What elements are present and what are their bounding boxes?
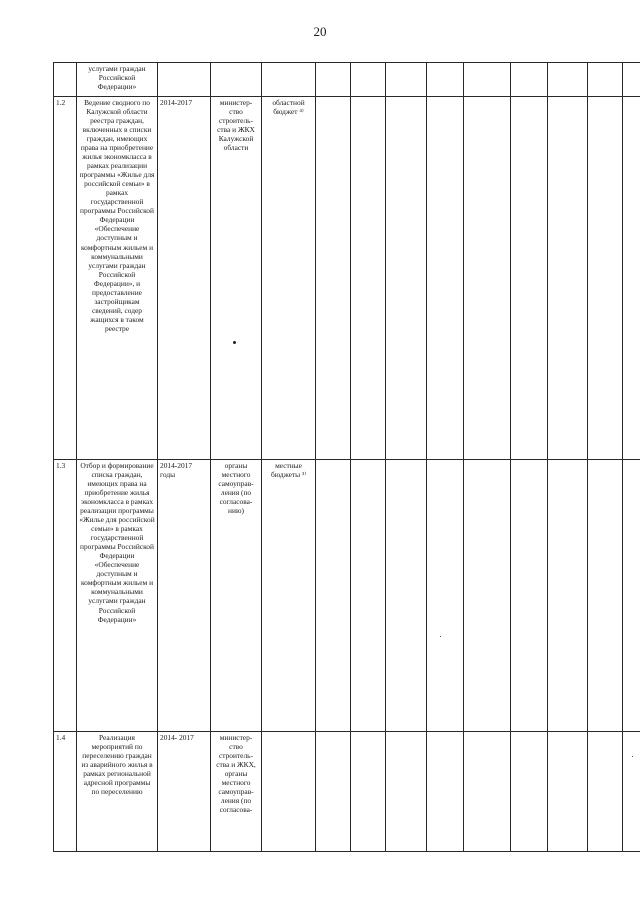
empty-cell — [623, 97, 640, 460]
empty-cell — [386, 97, 427, 460]
empty-cell — [511, 97, 548, 460]
funding-source-cell — [262, 732, 316, 852]
measure-name: услугами граждан Российской Федерации» — [77, 63, 158, 97]
scan-speck — [440, 636, 441, 637]
measure-name: Отбор и формирование списка граждан, имеющих права на приобретение жилья экономкласса в рамках реализации программы «Жилье для российской семьи» в рамках государственной программы Российской Федерации «Обеспечение доступным и комфортным жильем и коммунальными услугами граждан Российской Федерации» — [77, 460, 158, 732]
empty-cell — [511, 732, 548, 852]
table-row — [54, 97, 640, 460]
empty-cell — [386, 460, 427, 732]
empty-cell — [351, 460, 386, 732]
empty-cell — [351, 97, 386, 460]
executor-cell: органы местного самоуправ-ления (по согласова-нию) — [211, 460, 262, 732]
empty-cell — [511, 63, 548, 97]
executor-cell: министер-ство строитель-ства и ЖКХ, органы местного самоуправ-ления (по согласова- — [211, 732, 262, 852]
row-number: 1.2 — [54, 97, 77, 460]
empty-cell — [464, 732, 511, 852]
page-number: 20 — [313, 24, 327, 39]
empty-cell — [427, 732, 464, 852]
empty-cell — [623, 732, 640, 852]
funding-source-cell: областной бюджет ⁴⁾ — [262, 97, 316, 460]
empty-cell — [427, 63, 464, 97]
empty-cell — [548, 63, 588, 97]
empty-cell — [316, 97, 351, 460]
empty-cell — [588, 732, 623, 852]
scan-speck — [233, 341, 236, 344]
scan-speck — [632, 756, 633, 757]
empty-cell — [548, 460, 588, 732]
empty-cell — [588, 97, 623, 460]
table-row — [54, 460, 640, 732]
empty-cell — [316, 460, 351, 732]
empty-cell — [427, 460, 464, 732]
measure-name: Реализация мероприятий по переселению граждан из аварийного жилья в рамках региональной адресной программы по переселению — [77, 732, 158, 852]
row-number — [54, 63, 77, 97]
measure-name: Ведение сводного по Калужской области реестра граждан, включенных в списки граждан, имеющих права на приобретение жилья экономкласса в рамках реализации программы «Жилье для российской семьи» в рамках государственной программы Российской Федерации «Обеспечение доступным и комфортным жильем и коммунальными услугами граждан Российской Федерации», и предоставление застройщикам сведений, содер жащихся в таком реестре — [77, 97, 158, 460]
term-cell: 2014- 2017 — [158, 732, 211, 852]
funding-source-cell: местные бюджеты ³⁾ — [262, 460, 316, 732]
table-row — [54, 732, 640, 852]
executor-cell: министер-ство строитель-ства и ЖКХ Калужской области — [211, 97, 262, 460]
empty-cell — [351, 732, 386, 852]
empty-cell — [316, 63, 351, 97]
empty-cell — [316, 732, 351, 852]
measures-table — [53, 62, 640, 852]
row-number: 1.4 — [54, 732, 77, 852]
empty-cell — [427, 97, 464, 460]
term-cell: 2014-2017 — [158, 97, 211, 460]
empty-cell — [464, 63, 511, 97]
empty-cell — [386, 63, 427, 97]
empty-cell — [511, 460, 548, 732]
empty-cell — [464, 97, 511, 460]
empty-cell — [548, 97, 588, 460]
empty-cell — [548, 732, 588, 852]
empty-cell — [351, 63, 386, 97]
empty-cell — [623, 460, 640, 732]
table-row — [54, 63, 640, 97]
empty-cell — [588, 460, 623, 732]
row-number: 1.3 — [54, 460, 77, 732]
empty-cell — [623, 63, 640, 97]
empty-cell — [386, 732, 427, 852]
empty-cell — [464, 460, 511, 732]
funding-source-cell — [262, 63, 316, 97]
empty-cell — [588, 63, 623, 97]
term-cell — [158, 63, 211, 97]
term-cell: 2014-2017 годы — [158, 460, 211, 732]
executor-cell — [211, 63, 262, 97]
